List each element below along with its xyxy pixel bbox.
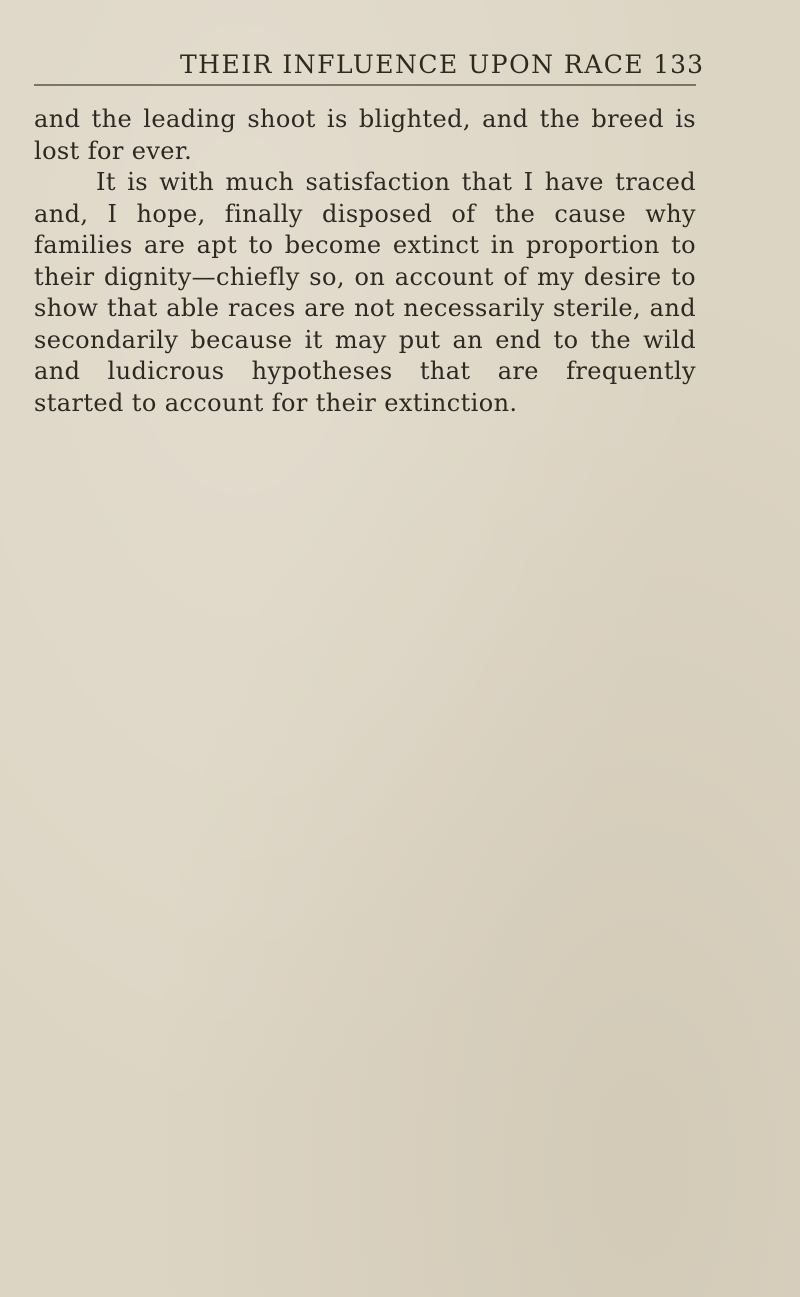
running-head xyxy=(34,50,704,86)
page-number: 133 xyxy=(653,50,704,79)
paragraph-continuation: and the leading shoot is blighted, and the breed is lost for ever. xyxy=(34,105,696,165)
running-title: THEIR INFLUENCE UPON RACE xyxy=(180,50,645,79)
paragraph: It is with much satisfaction that I have traced and, I hope, finally disposed of the cause why families are apt to become extinct in proportion to their dignity—chiefly so, on account of my desire to show that able races are not necessarily sterile, and secondarily because it may put an end to the wild and ludicrous hypotheses that are frequently started to account for their extinction. xyxy=(34,168,696,417)
header-rule xyxy=(34,84,696,86)
body-text xyxy=(34,104,696,419)
